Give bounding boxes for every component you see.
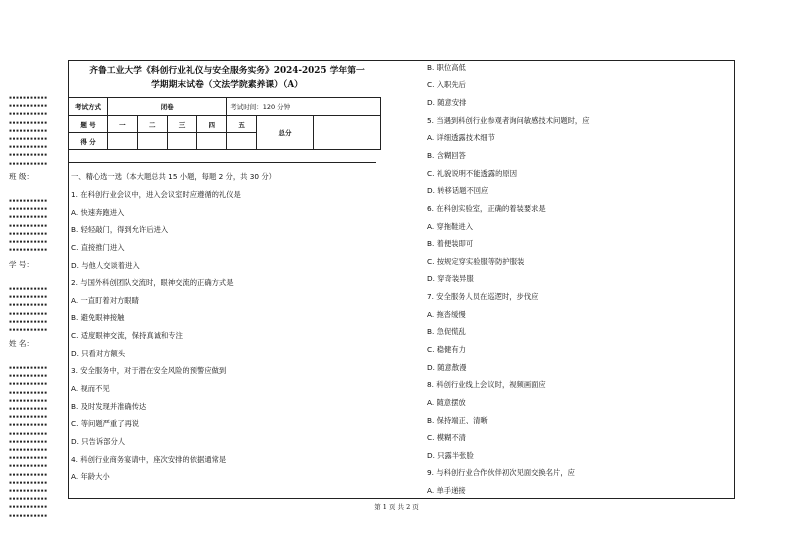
option-text: B. 保持端正、清晰: [427, 416, 488, 425]
option-text: A. 拖沓缓慢: [427, 310, 466, 319]
option-text: D. 与他人交谈着进入: [71, 261, 140, 270]
option-text: D. 只看对方额头: [71, 349, 126, 358]
seal-dots-mid2: ▪▪▪▪▪▪▪▪▪▪▪ ▪▪▪▪▪▪▪▪▪▪▪ ▪▪▪▪▪▪▪▪▪▪▪ ▪▪▪▪▪▪▪▪▪▪▪ ▪▪▪▪▪▪▪▪▪▪▪ ▪▪▪▪▪▪▪▪▪▪▪: [9, 286, 48, 334]
binding-strip: [0, 0, 66, 549]
option-text: C. 直接推门进入: [71, 243, 125, 252]
option-text: B. 避免眼神接触: [71, 313, 125, 322]
seal-dots-top: ▪▪▪▪▪▪▪▪▪▪▪ ▪▪▪▪▪▪▪▪▪▪▪ ▪▪▪▪▪▪▪▪▪▪▪ ▪▪▪▪▪▪▪▪▪▪▪ ▪▪▪▪▪▪▪▪▪▪▪ ▪▪▪▪▪▪▪▪▪▪▪ ▪▪▪▪▪▪▪▪▪▪▪ ▪▪▪▪▪▪▪▪▪▪▪ ▪▪▪▪▪▪▪▪▪▪▪: [9, 95, 48, 167]
option-text: A. 视而不见: [71, 384, 110, 393]
total-label: 总分: [257, 116, 314, 150]
option-text: A. 年龄大小: [71, 472, 110, 481]
option-text: D. 随意安排: [427, 98, 467, 107]
option-text: C. 适度眼神交流，保持真诚和专注: [71, 331, 183, 340]
page-number-footer: 第 1 页 共 2 页: [374, 503, 419, 511]
section-divider: [68, 162, 376, 163]
question-text: 2. 与国外科创团队交流时，眼神交流的正确方式是: [71, 278, 234, 287]
class-field-label: 班 级：: [9, 172, 34, 181]
exam-method-value: 闭卷: [108, 98, 227, 116]
question-text: 8. 科创行业线上会议时，视频画面应: [427, 380, 546, 389]
exam-time: 考试时间：120 分钟: [227, 98, 381, 116]
score-cell-5: [227, 133, 257, 150]
exam-info-table: [68, 97, 381, 150]
question-col-5: 五: [227, 116, 257, 133]
question-col-4: 四: [197, 116, 227, 133]
seal-dots-mid1: ▪▪▪▪▪▪▪▪▪▪▪ ▪▪▪▪▪▪▪▪▪▪▪ ▪▪▪▪▪▪▪▪▪▪▪ ▪▪▪▪▪▪▪▪▪▪▪ ▪▪▪▪▪▪▪▪▪▪▪ ▪▪▪▪▪▪▪▪▪▪▪ ▪▪▪▪▪▪▪▪▪▪▪: [9, 198, 48, 254]
question-col-2: 二: [137, 116, 167, 133]
question-text: 9. 与科创行业合作伙伴初次见面交换名片，应: [427, 468, 575, 477]
option-text: A. 随意摆放: [427, 398, 466, 407]
question-no-label: 题 号: [69, 116, 108, 133]
option-text: A. 详细透露技术细节: [427, 133, 495, 142]
option-text: D. 只告诉部分人: [71, 437, 126, 446]
option-text: B. 含糊回答: [427, 151, 466, 160]
option-text: A. 一直盯着对方眼睛: [71, 296, 139, 305]
option-text: D. 随意散漫: [427, 363, 467, 372]
seal-dots-bottom: ▪▪▪▪▪▪▪▪▪▪▪ ▪▪▪▪▪▪▪▪▪▪▪ ▪▪▪▪▪▪▪▪▪▪▪ ▪▪▪▪▪▪▪▪▪▪▪ ▪▪▪▪▪▪▪▪▪▪▪ ▪▪▪▪▪▪▪▪▪▪▪ ▪▪▪▪▪▪▪▪▪▪▪ ▪▪▪▪▪▪▪▪▪▪▪ ▪▪▪▪▪▪▪▪▪▪▪ ▪▪▪▪▪▪▪▪▪▪▪ ▪▪▪▪▪▪▪▪▪▪▪ ▪▪▪▪▪▪▪▪▪▪▪ ▪▪▪▪▪▪▪▪▪▪▪ ▪▪▪▪▪▪▪▪▪▪▪ ▪▪▪▪▪▪▪▪▪▪▪ ▪▪▪▪▪▪▪▪▪▪▪ ▪▪▪▪▪▪▪▪▪▪▪ ▪▪▪▪▪▪▪▪▪▪▪ ▪▪▪▪▪▪▪▪▪▪▪: [9, 365, 48, 519]
option-text: C. 礼貌说明不能透露的原因: [427, 169, 517, 178]
option-text: A. 快速奔跑进入: [71, 208, 125, 217]
option-text: A. 穿拖鞋进入: [427, 222, 473, 231]
option-text: C. 入职先后: [427, 80, 466, 89]
exam-title-line1: 齐鲁工业大学《科创行业礼仪与安全服务实务》2024-2025 学年第一: [89, 66, 365, 76]
question-text: 5. 当遇到科创行业参观者询问敏感技术问题时，应: [427, 116, 590, 125]
exam-method-label: 考试方式: [69, 98, 108, 116]
score-cell-3: [167, 133, 197, 150]
option-text: D. 穿奇装异服: [427, 274, 474, 283]
option-text: D. 只露半张脸: [427, 451, 474, 460]
section-heading: 一、精心选一选（本大题总共 15 小题，每题 2 分，共 30 分）: [71, 172, 276, 181]
option-text: C. 等问题严重了再说: [71, 419, 140, 428]
option-text: C. 稳健有力: [427, 345, 466, 354]
question-col-1: 一: [108, 116, 138, 133]
name-field-label: 姓 名：: [9, 339, 34, 348]
score-cell-1: [108, 133, 138, 150]
score-cell-2: [137, 133, 167, 150]
total-score-cell: [314, 116, 381, 150]
student-no-field-label: 学 号：: [9, 260, 34, 269]
question-col-3: 三: [167, 116, 197, 133]
score-cell-4: [197, 133, 227, 150]
option-text: A. 单手递接: [427, 486, 466, 495]
option-text: B. 轻轻敲门，得到允许后进入: [71, 225, 169, 234]
question-text: 4. 科创行业商务宴请中，座次安排的依据通常是: [71, 455, 227, 464]
exam-title-line2: 学期期末试卷（文法学院素养课）（A）: [151, 80, 303, 90]
question-text: 3. 安全服务中，对于潜在安全风险的预警应做到: [71, 366, 227, 375]
question-text: 6. 在科创实验室，正确的着装要求是: [427, 204, 546, 213]
option-text: B. 着便装即可: [427, 239, 474, 248]
option-text: B. 急促慌乱: [427, 327, 466, 336]
option-text: D. 转移话题不回应: [427, 186, 489, 195]
score-label: 得 分: [69, 133, 108, 150]
option-text: C. 按规定穿实验服等防护服装: [427, 257, 525, 266]
option-text: B. 及时发现并准确传达: [71, 402, 147, 411]
question-text: 1. 在科创行业会议中，进入会议室时应遵循的礼仪是: [71, 190, 241, 199]
option-text: B. 职位高低: [427, 63, 466, 72]
question-text: 7. 安全服务人员在巡逻时，步伐应: [427, 292, 539, 301]
option-text: C. 模糊不清: [427, 433, 466, 442]
